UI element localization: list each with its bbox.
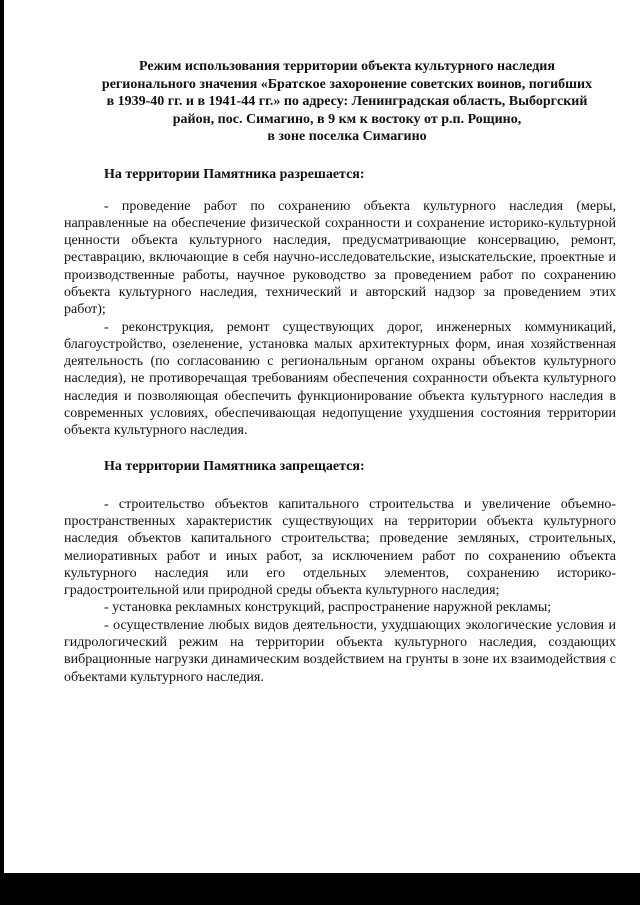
- allowed-item: - проведение работ по сохранению объекта культурного наследия (меры, направленные на обеспечение физической сохранности и сохранение историко-культурной ценности объекта культурного наследия, предусматривающие консервацию, ремонт, реставрацию, включающие в себя научно-исследовательские, изыскательские, проектные и производственные работы, научное руководство за проведением работ по сохранению объекта культурного наследия, технический и авторский надзор за проведением этих работ);: [64, 198, 616, 318]
- scan-bottom-band: [0, 873, 640, 905]
- prohibited-heading: На территории Памятника запрещается:: [104, 458, 365, 474]
- prohibited-item: - строительство объектов капитального строительства и увеличение объемно-пространственных характеристик существующих на территории объекта культурного наследия объектов капитального строительства; проведение земляных, строительных, мелиоративных работ и иных работ, за исключением работ по сохранению объекта культурного наследия или его отдельных элементов, сохранению историко-градостроительной или природной среды объекта культурного наследия;: [64, 496, 616, 599]
- document-title: [78, 58, 616, 146]
- prohibited-item: - осуществление любых видов деятельности, ухудшающих экологические условия и гидрологический режим на территории объекта культурного наследия, создающих вибрационные нагрузки динамическим воздействием на грунты в зоне их взаимодействия с объектами культурного наследия.: [64, 617, 616, 685]
- document-page: [64, 58, 616, 686]
- title-line: в 1939-40 гг. и в 1941-44 гг.» по адресу: Ленинградская область, Выборгский: [106, 94, 588, 109]
- allowed-heading: На территории Памятника разрешается:: [104, 166, 365, 182]
- title-line: район, пос. Симагино, в 9 км к востоку от р.п. Рощино,: [172, 111, 522, 127]
- title-line: в зоне поселка Симагино: [267, 129, 427, 144]
- prohibited-item: - установка рекламных конструкций, распространение наружной рекламы;: [104, 600, 552, 616]
- title-line: регионального значения «Братское захоронение советских воинов, погибших: [101, 76, 593, 92]
- title-line: Режим использования территории объекта культурного наследия: [139, 59, 555, 74]
- allowed-item: - реконструкция, ремонт существующих дорог, инженерных коммуникаций, благоустройство, озеленение, установка малых архитектурных форм, иная хозяйственная деятельность (по согласованию с региональным органом охраны объектов культурного наследия), не противоречащая требованиям обеспечения сохранности объекта культурного наследия и позволяющая обеспечить функционирование объекта культурного наследия в современных условиях, обеспечивающая недопущение ухудшения состояния территории объекта культурного наследия.: [64, 319, 616, 439]
- scan-left-edge: [0, 0, 4, 905]
